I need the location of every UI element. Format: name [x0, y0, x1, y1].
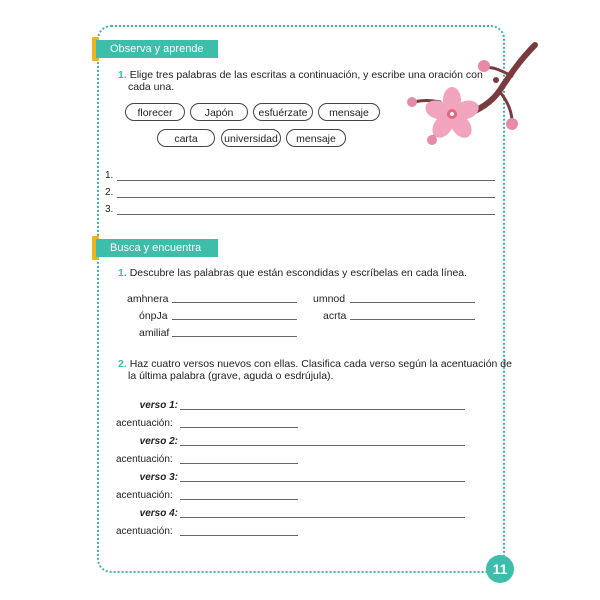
verse-label: verso 1:	[139, 400, 178, 411]
scrambled-word: umnod	[313, 293, 346, 305]
section-title-busca: Busca y encuentra	[96, 239, 218, 257]
exercise-instructions	[118, 358, 512, 370]
word-chip: carta	[157, 129, 215, 147]
accent-label: acentuación:	[116, 526, 173, 537]
exercise-number: 1.	[118, 267, 127, 279]
accent-line[interactable]	[180, 535, 298, 536]
word-chip: mensaje	[286, 129, 346, 147]
answer-line[interactable]	[117, 180, 495, 181]
section-title-observa: Observa y aprende	[96, 40, 218, 58]
line-number: 1.	[105, 170, 114, 181]
accent-label: acentuación:	[116, 454, 173, 465]
exercise-number: 1.	[118, 69, 127, 81]
verse-label: verso 4:	[139, 508, 178, 519]
word-chip: florecer	[125, 103, 185, 121]
verse-line[interactable]	[180, 445, 465, 446]
verse-line[interactable]	[180, 481, 465, 482]
accent-line[interactable]	[180, 463, 298, 464]
answer-line[interactable]	[172, 319, 297, 320]
instruction-text: Elige tres palabras de las escritas a continuación, y escribe una oración con	[129, 69, 483, 81]
instruction-text-cont: cada una.	[128, 81, 175, 93]
verse-line[interactable]	[180, 517, 465, 518]
scrambled-word: amhnera	[127, 293, 169, 305]
cherry-blossom-branch-icon	[400, 40, 540, 150]
accent-line[interactable]	[180, 427, 298, 428]
word-chip: mensaje	[318, 103, 380, 121]
instruction-text: Haz cuatro versos nuevos con ellas. Clasifica cada verso según la acentuación de	[129, 358, 512, 370]
answer-line[interactable]	[172, 302, 297, 303]
answer-line[interactable]	[350, 302, 475, 303]
accent-label: acentuación:	[116, 490, 173, 501]
exercise-instructions	[118, 69, 483, 81]
answer-line[interactable]	[117, 197, 495, 198]
answer-line[interactable]	[350, 319, 475, 320]
instruction-text-cont: la última palabra (grave, aguda o esdrújula).	[128, 370, 334, 382]
scrambled-word: amiliaf	[139, 327, 170, 339]
accent-line[interactable]	[180, 499, 298, 500]
verse-line[interactable]	[180, 409, 465, 410]
word-chip: Japón	[190, 103, 248, 121]
answer-line[interactable]	[172, 336, 297, 337]
word-chip: universidad	[221, 129, 281, 147]
line-number: 2.	[105, 187, 114, 198]
scrambled-word: acrta	[323, 310, 347, 322]
verse-label: verso 2:	[139, 436, 178, 447]
exercise-instructions	[118, 267, 467, 279]
exercise-number: 2.	[118, 358, 127, 370]
accent-label: acentuación:	[116, 418, 173, 429]
answer-line[interactable]	[117, 214, 495, 215]
line-number: 3.	[105, 204, 114, 215]
instruction-text: Descubre las palabras que están escondidas y escríbelas en cada línea.	[129, 267, 468, 279]
page-number: 11	[486, 555, 514, 583]
verse-label: verso 3:	[139, 472, 178, 483]
word-chip: esfuérzate	[253, 103, 313, 121]
scrambled-word: ónpJa	[139, 310, 168, 322]
